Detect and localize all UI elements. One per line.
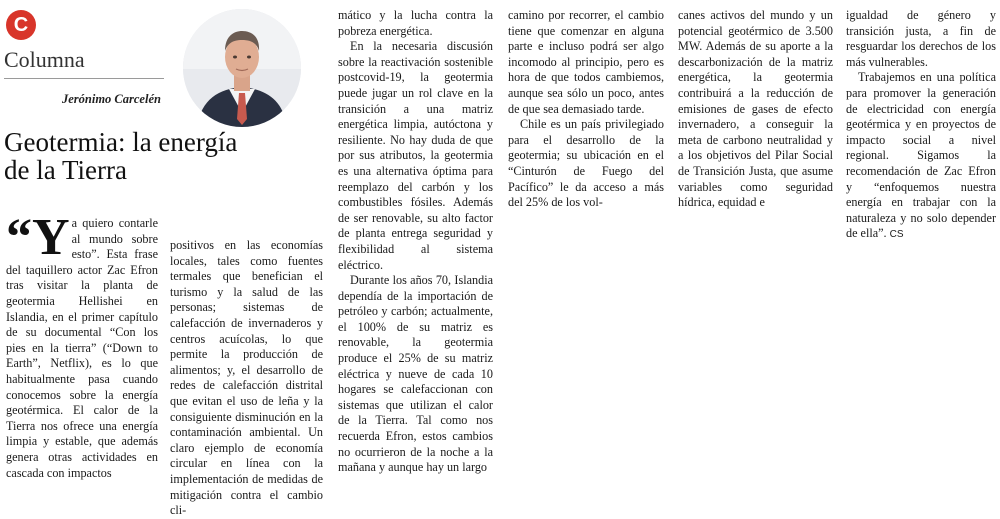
paragraph: En la necesaria discusión sobre la reactivación sostenible postcovid-19, la geotermia puede jugar un rol clave en la transición a una matriz energética limpia, autóctona y resiliente. No hay duda de que por sus atributos, la geotermia es una alternativa óptima para reemplazo del carbón y los combustibles fósiles. Además de ser renovable, su alto factor de planta entrega seguridad y flexibilidad al sistema eléctrico.	[338, 39, 493, 272]
author-photo	[183, 9, 301, 127]
article-column-3	[338, 8, 493, 476]
paragraph: positivos en las economías locales, tales como fuentes termales que benefician el turismo y la salud de las personas; sistemas de calefacción de invernaderos y centros acuícolas, lo que permite la producción de alimentos; y, el desarrollo de redes de calefacción distrital que evitan el uso de leña y la consiguiente disminución en la contaminación ambiental. Un claro ejemplo de economía circular en línea con la implementación de medidas de mitigación contra el cambio cli-	[170, 238, 323, 518]
brand-logo	[6, 10, 36, 40]
paragraph: Chile es un país privilegiado para el desarrollo de la geotermia; su ubicación en el “Cinturón de Fuego del Pacífico” le da acceso a más del 25% de los vol-	[508, 117, 664, 210]
paragraph: Durante los años 70, Islandia dependía de la importación de petróleo y carbón; actualmente, el 100% de su matriz es renovable, la geotermia produce el 25% de su matriz eléctrica y nueve de cada 10 hogares se calefaccionan con sistemas que utilizan el calor de la Tierra. Tal como nos recuerda Efron, estos cambios no ocurrieron de la noche a la mañana y aunque hay un largo	[338, 273, 493, 475]
paragraph: mático y la lucha contra la pobreza energética.	[338, 8, 493, 38]
paragraph: Trabajemos en una política para promover la generación de electricidad con energía geotérmica y en proyectos de impacto social a nivel regional. Sigamos la recomendación de Zac Efron y “enfoquemos nuestra energía en trabajar con la naturaleza y no solo depender de ella”.	[846, 70, 996, 241]
article-column-6	[846, 8, 996, 243]
article-title: Geotermia: la energía de la Tierra	[4, 127, 238, 185]
paragraph: canes activos del mundo y un potencial geotérmico de 3.500 MW. Además de su aporte a la descarbonización de la matriz energética, la geotermia contribuirá a la reducción de emisiones de gases de efecto invernadero, a conseguir la meta de carbono neutralidad y a los objetivos del Pilar Social de Transición Justa, que asume variables como seguridad hídrica, equidad e	[678, 8, 833, 210]
paragraph: igualdad de género y transición justa, a fin de resguardar los derechos de los más vulnerables.	[846, 8, 996, 69]
paragraph: a quiero contarle al mundo sobre esto”. Esta frase del taquillero actor Zac Efron tras visitar la planta de geotermia Hellishei en Islandia, en el primer capítulo de su documental “Con los pies en la tierra” (“Down to Earth”, Netflix), es lo que habitualmente pasa cuando conocemos sobre la energía geotérmica. El calor de la Tierra nos ofrece una energía limpia y estable, que además genera otras actividades en cascada con impactos	[6, 216, 158, 480]
author-portrait-image	[183, 9, 301, 127]
drop-quote-mark: “Y	[6, 209, 70, 266]
article-column-2	[170, 238, 323, 519]
section-label: Columna	[4, 47, 85, 72]
logo-letter: C	[13, 13, 29, 36]
end-mark: CS	[889, 229, 904, 241]
article-column-1	[6, 209, 158, 481]
article-column-4	[508, 8, 664, 211]
section-divider	[4, 78, 164, 79]
author-byline: Jerónimo Carcelén	[62, 92, 161, 106]
paragraph: camino por recorrer, el cambio tiene que comenzar en alguna parte e incluso podrá ser algo incomodo al principio, pero es hora de que todos cambiemos, aunque sea sólo un poco, antes de que sea demasiado tarde.	[508, 8, 664, 116]
article-column-5	[678, 8, 833, 211]
